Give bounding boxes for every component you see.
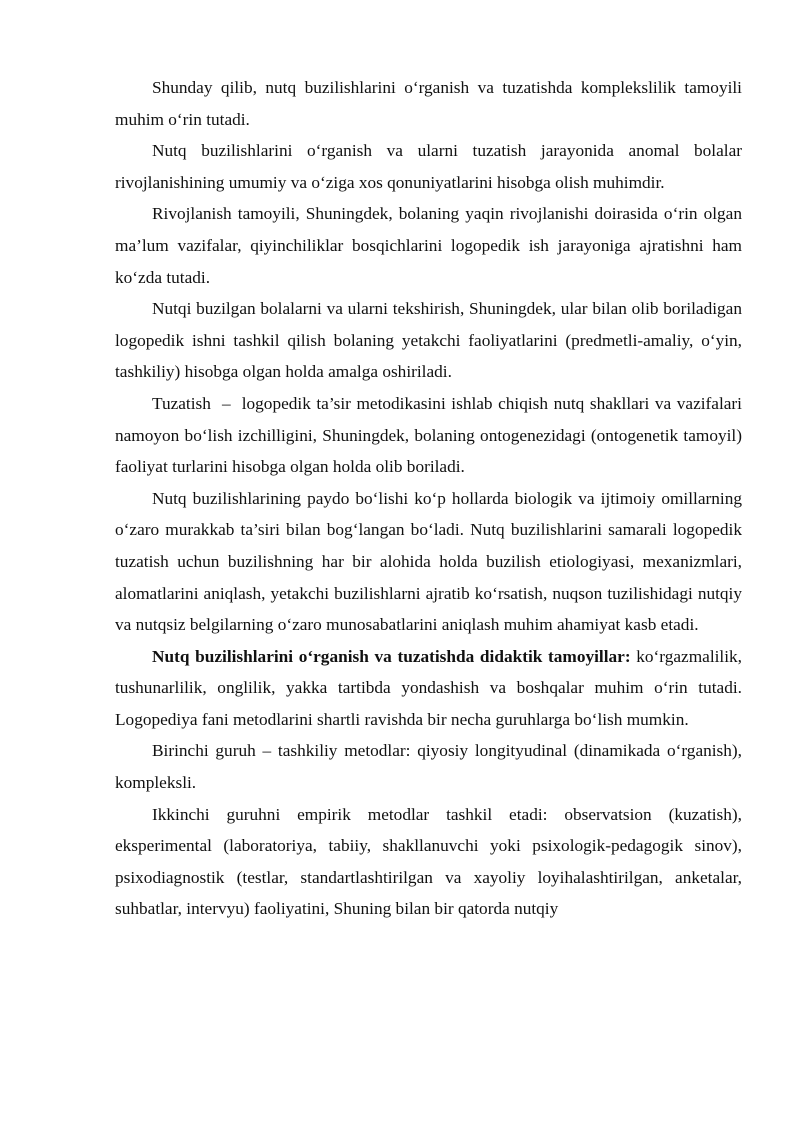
paragraph-9 (115, 799, 742, 925)
paragraph-1-text: Shunday qilib, nutq buzilishlarini o‘rganish va tuzatishda komplekslilik tamoyili muhim o‘rin tutadi. (115, 78, 742, 129)
paragraph-2 (115, 135, 742, 198)
paragraph-2-text: Nutq buzilishlarini o‘rganish va ularni tuzatish jarayonida anomal bolalar rivojlanishining umumiy va o‘ziga xos qonuniyatlarini hisobga olish muhimdir. (115, 141, 742, 192)
paragraph-1 (115, 72, 742, 135)
paragraph-7 (115, 641, 742, 736)
paragraph-6-text: Nutq buzilishlarining paydo bo‘lishi ko‘p hollarda biologik va ijtimoiy omillarning o‘zaro murakkab ta’siri bilan bog‘langan bo‘ladi. Nutq buzilishlarini samarali logopedik tuzatish uchun buzilishning har bir alohida holda buzilish etiologiyasi, mexanizmlari, alomatlarini aniqlash, yetakchi buzilishlarni ajratib ko‘rsatish, nuqson tuzilishidagi nutqiy va nutqsiz belgilarning o‘zaro munosabatlarini aniqlash muhim ahamiyat kasb etadi. (115, 488, 742, 635)
paragraph-8-text: Birinchi guruh – tashkiliy metodlar: qiyosiy longityudinal (dinamikada o‘rganish), kompleksli. (115, 741, 742, 793)
paragraph-3-text: Rivojlanish tamoyili, Shuningdek, bolaning yaqin rivojlanishi doirasida o‘rin olgan ma’lum vazifalar, qiyinchiliklar bosqichlarini logopedik ish jarayoniga ajratishni ham ko‘zda tutadi. (115, 204, 742, 287)
document-page (115, 72, 747, 925)
paragraph-4 (115, 293, 742, 388)
paragraph-7-bold-heading: Nutq buzilishlarini o‘rganish va tuzatishda didaktik tamoyillar: (152, 646, 631, 666)
paragraph-3 (115, 198, 742, 293)
paragraph-9-text: Ikkinchi guruhni empirik metodlar tashkil etadi: observatsion (kuzatish), eksperimental (laboratoriya, tabiiy, shakllanuvchi yoki psixologik-pedagogik sinov), psixodiagnostik (testlar, standartlashtirilgan va xayoliy loyihalashtirilgan, anketalar, suhbatlar, intervyu) faoliyatini, Shuning bilan bir qatorda nutqiy (115, 804, 742, 919)
paragraph-8 (115, 735, 742, 798)
paragraph-7-text: ko‘rgazmalilik, tushunarlilik, onglilik, yakka tartibda yondashish va boshqalar muhim o‘rin tutadi. Logopediya fani metodlarini shartli ravishda bir necha guruhlarga bo‘lish mumkin. (115, 646, 742, 729)
paragraph-6 (115, 483, 742, 641)
paragraph-5-text: Tuzatish – logopedik ta’sir metodikasini ishlab chiqish nutq shakllari va vazifalari namoyon bo‘lish izchilligini, Shuningdek, bolaning ontogenezidagi (ontogenetik tamoyil) faoliyat turlarini hisobga olgan holda olib boriladi. (115, 393, 747, 477)
paragraph-4-text: Nutqi buzilgan bolalarni va ularni tekshirish, Shuningdek, ular bilan olib boriladigan logopedik ishni tashkil qilish bolaning yetakchi faoliyatlarini (predmetli-amaliy, o‘yin, tashkiliy) hisobga olgan holda amalga oshiriladi. (115, 299, 742, 382)
paragraph-5 (115, 388, 747, 483)
